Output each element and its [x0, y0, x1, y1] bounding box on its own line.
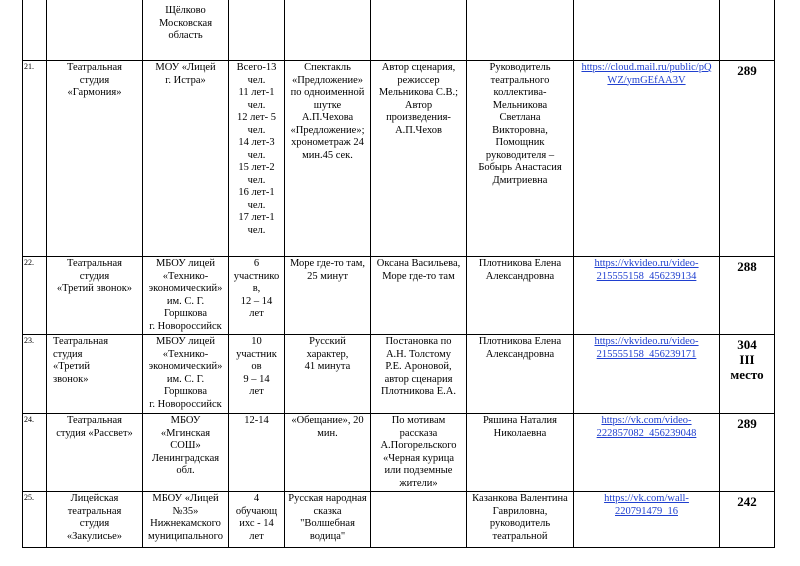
- row-number: 24.: [23, 414, 47, 492]
- score: 289: [720, 61, 775, 257]
- video-link-cell: [574, 61, 720, 257]
- author: Постановка по А.Н. Толстому Р.Е. Ароновой, автор сценария Плотникова Е.А.: [371, 335, 467, 414]
- leader: Казанкова Валентина Гавриловна, руководитель театральной: [467, 492, 574, 548]
- video-link[interactable]: https://vkvideo.ru/video- 215555158_456239134: [594, 258, 699, 282]
- table-row: [23, 61, 775, 257]
- leader: Плотникова Елена Александровна: [467, 257, 574, 335]
- video-link-cell: [574, 257, 720, 335]
- video-link-cell: [574, 414, 720, 492]
- school-name: МБОУ лицей «Технико- экономический» им. С. Г. Горшкова г. Новороссийск: [143, 335, 229, 414]
- leader: Ряшина Наталия Николаевна: [467, 414, 574, 492]
- participants: Всего-13 чел. 11 лет-1 чел. 12 лет- 5 чел. 14 лет-3 чел. 15 лет-2 чел. 16 лет-1 чел. 17 лет-1 чел.: [229, 61, 285, 257]
- participants: 10 участник ов 9 – 14 лет: [229, 335, 285, 414]
- author: По мотивам рассказа А.Погорельского «Черная курица или подземные жители»: [371, 414, 467, 492]
- school-name: МБОУ «Лицей №35» Нижнекамского муниципального: [143, 492, 229, 548]
- table-row: [23, 0, 775, 61]
- leader: Плотникова Елена Александровна: [467, 335, 574, 414]
- studio-name: Лицейская театральная студия «Закулисье»: [47, 492, 143, 548]
- score: 242: [720, 492, 775, 548]
- author: [371, 492, 467, 548]
- score: 304 III место: [720, 335, 775, 414]
- cell-score: [720, 0, 775, 61]
- author: Оксана Васильева, Море где-то там: [371, 257, 467, 335]
- row-number: 21.: [23, 61, 47, 257]
- school-name: МБОУ «Мгинская СОШ» Ленинградская обл.: [143, 414, 229, 492]
- table-row: [23, 257, 775, 335]
- row-number: 22.: [23, 257, 47, 335]
- performance: Русская народная сказка "Волшебная водица": [285, 492, 371, 548]
- table-row: [23, 492, 775, 548]
- participants: 6 участнико в, 12 – 14 лет: [229, 257, 285, 335]
- studio-name: Театральная студия «Третий звонок»: [47, 335, 143, 414]
- cell-number: [23, 0, 47, 61]
- table-row: [23, 335, 775, 414]
- studio-name: Театральная студия «Гармония»: [47, 61, 143, 257]
- leader: Руководитель театрального коллектива- Мельникова Светлана Викторовна, Помощник руководителя – Бобырь Анастасия Дмитриевна: [467, 61, 574, 257]
- performance: Море где-то там, 25 минут: [285, 257, 371, 335]
- cell-link: [574, 0, 720, 61]
- video-link-cell: [574, 335, 720, 414]
- video-link[interactable]: https://cloud.mail.ru/public/pQ WZ/ymGEfAA3V: [581, 62, 712, 86]
- studio-name: Театральная студия «Рассвет»: [47, 414, 143, 492]
- cell-school: Щёлково Московская область: [143, 0, 229, 61]
- results-table: [22, 0, 775, 548]
- studio-name: Театральная студия «Третий звонок»: [47, 257, 143, 335]
- score: 289: [720, 414, 775, 492]
- participants: 12-14: [229, 414, 285, 492]
- school-name: МБОУ лицей «Технико- экономический» им. С. Г. Горшкова г. Новороссийск: [143, 257, 229, 335]
- author: Автор сценария, режиссер Мельникова С.В.; Автор произведения- А.П.Чехов: [371, 61, 467, 257]
- video-link[interactable]: https://vk.com/wall- 220791479_16: [604, 493, 689, 517]
- video-link-cell: [574, 492, 720, 548]
- video-link[interactable]: https://vkvideo.ru/video- 215555158_456239171: [594, 336, 699, 360]
- cell-name: [47, 0, 143, 61]
- cell-participants: [229, 0, 285, 61]
- cell-performance: [285, 0, 371, 61]
- row-number: 25.: [23, 492, 47, 548]
- row-number: 23.: [23, 335, 47, 414]
- cell-author: [371, 0, 467, 61]
- cell-leader: [467, 0, 574, 61]
- performance: «Обещание», 20 мин.: [285, 414, 371, 492]
- school-name: МОУ «Лицей г. Истра»: [143, 61, 229, 257]
- table-row: [23, 414, 775, 492]
- participants: 4 обучающ ихс - 14 лет: [229, 492, 285, 548]
- performance: Русский характер, 41 минута: [285, 335, 371, 414]
- performance: Спектакль «Предложение» по одноименной шутке А.П.Чехова «Предложение»; хронометраж 24 мин.45 сек.: [285, 61, 371, 257]
- video-link[interactable]: https://vk.com/video- 222857082_456239048: [596, 415, 697, 439]
- score: 288: [720, 257, 775, 335]
